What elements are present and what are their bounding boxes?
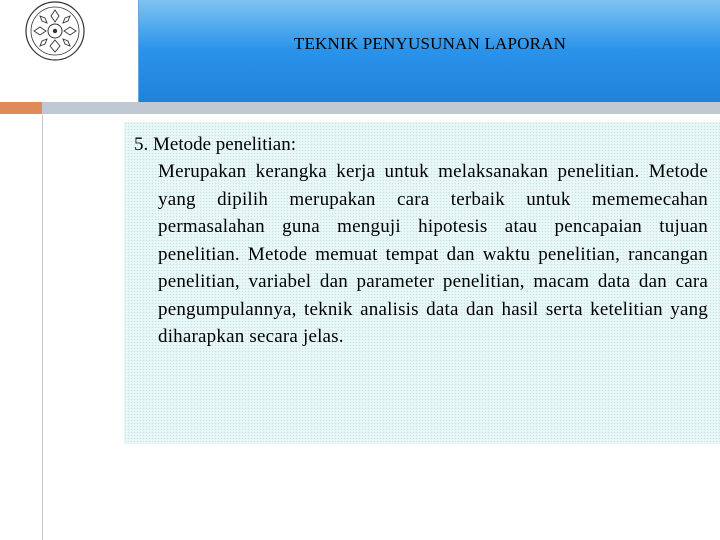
university-seal-icon <box>24 0 86 62</box>
section-heading: 5. Metode penelitian: <box>134 134 296 155</box>
vertical-divider <box>42 115 43 540</box>
page-title: TEKNIK PENYUSUNAN LAPORAN <box>293 34 567 53</box>
section-body: Merupakan kerangka kerja untuk melaksanakan penelitian. Metode yang dipilih merupakan cara terbaik untuk mememecahan permasalahan guna menguji hipotesis atau pencapaian tujuan penelitian. Metode memuat tempat dan waktu penelitian, rancangan penelitian, variabel dan parameter penelitian, macam data dan cara pengumpulannya, teknik analisis data dan hasil serta ketelitian yang diharapkan secara jelas. <box>158 161 708 347</box>
divider-bar <box>42 102 720 114</box>
content-panel <box>124 122 720 444</box>
accent-bar <box>0 102 42 114</box>
title-banner <box>138 0 720 110</box>
